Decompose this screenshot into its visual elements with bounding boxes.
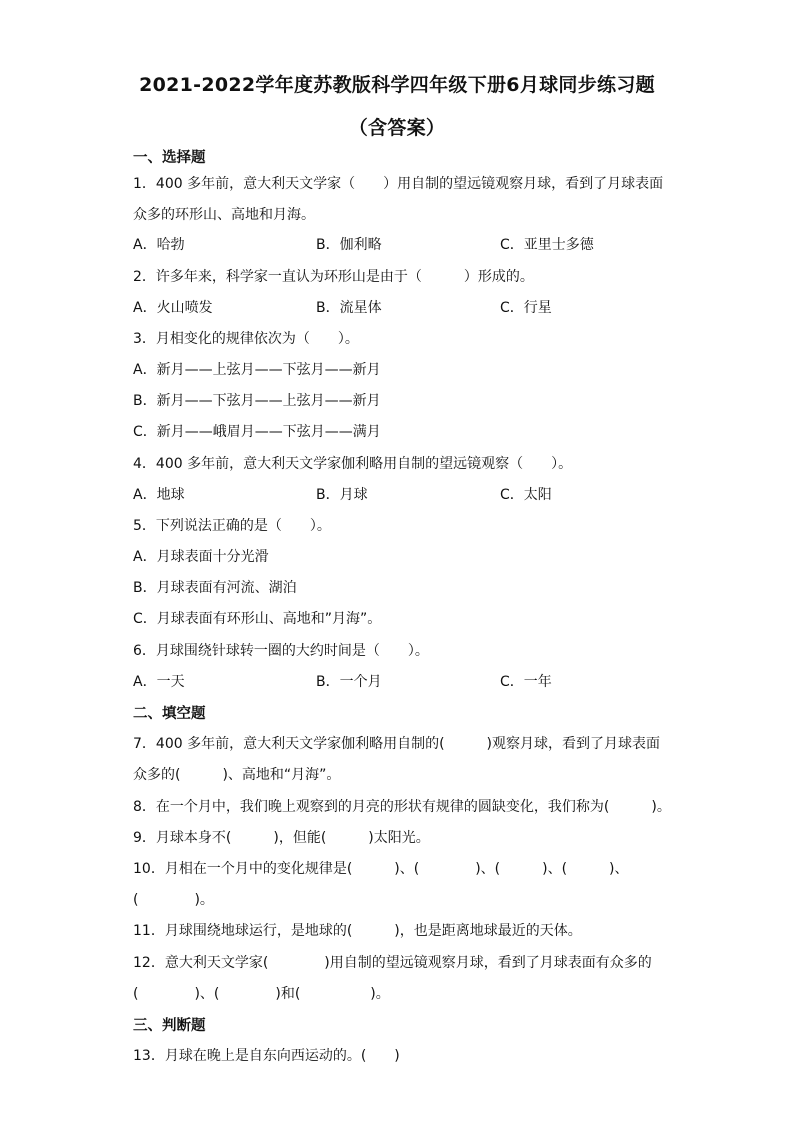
- question-7-line-1: 7．400 多年前，意大利天文学家伽利略用自制的( )观察月球，看到了月球表面: [133, 736, 661, 752]
- question-2-option-b: B．流星体: [316, 300, 382, 316]
- question-12-line-2: ( )、( )和( )。: [133, 986, 390, 1002]
- question-3-option-b: B．新月——下弦月——上弦月——新月: [133, 393, 381, 409]
- question-4-option-a: A．地球: [133, 487, 185, 503]
- question-4-option-b: B．月球: [316, 487, 368, 503]
- question-5-option-a: A．月球表面十分光滑: [133, 549, 269, 565]
- question-3: 3．月相变化的规律依次为（ ）。: [133, 331, 359, 347]
- question-7-line-2: 众多的( )、高地和“月海”。: [133, 767, 341, 783]
- section-heading-judge: 三、判断题: [133, 1018, 206, 1034]
- question-6-option-b: B．一个月: [316, 674, 382, 690]
- question-1-option-a: A．哈勃: [133, 237, 185, 253]
- question-5-option-c: C．月球表面有环形山、高地和”月海”。: [133, 611, 382, 627]
- question-6: 6．月球围绕针球转一圈的大约时间是（ ）。: [133, 643, 429, 659]
- question-2: 2．许多年来，科学家一直认为环形山是由于（ ）形成的。: [133, 269, 534, 285]
- question-1-option-c: C．亚里士多德: [500, 237, 594, 253]
- question-1-line-2: 众多的环形山、高地和月海。: [133, 207, 315, 223]
- question-9: 9．月球本身不( )，但能( )太阳光。: [133, 830, 430, 846]
- question-3-option-a: A．新月——上弦月——下弦月——新月: [133, 362, 381, 378]
- question-2-option-c: C．行星: [500, 300, 552, 316]
- question-10-line-1: 10．月相在一个月中的变化规律是( )、( )、( )、( )、: [133, 861, 629, 877]
- question-6-option-c: C．一年: [500, 674, 552, 690]
- question-10-line-2: ( )。: [133, 892, 214, 908]
- question-5: 5．下列说法正确的是（ ）。: [133, 518, 331, 534]
- question-1-option-b: B．伽利略: [316, 237, 382, 253]
- question-4-option-c: C．太阳: [500, 487, 552, 503]
- question-11: 11．月球围绕地球运行，是地球的( )，也是距离地球最近的天体。: [133, 923, 582, 939]
- question-3-option-c: C．新月——峨眉月——下弦月——满月: [133, 424, 381, 440]
- section-heading-choice: 一、选择题: [133, 150, 206, 166]
- question-12-line-1: 12．意大利天文学家( )用自制的望远镜观察月球，看到了月球表面有众多的: [133, 955, 652, 971]
- section-heading-fill: 二、填空题: [133, 706, 206, 722]
- question-5-option-b: B．月球表面有河流、湖泊: [133, 580, 297, 596]
- question-8: 8．在一个月中，我们晚上观察到的月亮的形状有规律的圆缺变化，我们称为( )。: [133, 799, 671, 815]
- page-title: 2021-2022学年度苏教版科学四年级下册6月球同步练习题: [139, 74, 655, 96]
- question-2-option-a: A．火山喷发: [133, 300, 213, 316]
- question-1-line-1: 1．400 多年前，意大利天文学家（ ）用自制的望远镜观察月球，看到了月球表面: [133, 176, 664, 192]
- question-6-option-a: A．一天: [133, 674, 185, 690]
- question-4: 4．400 多年前，意大利天文学家伽利略用自制的望远镜观察（ ）。: [133, 456, 573, 472]
- question-13: 13．月球在晚上是自东向西运动的。( ): [133, 1048, 400, 1064]
- page-subtitle: （含答案）: [348, 117, 446, 139]
